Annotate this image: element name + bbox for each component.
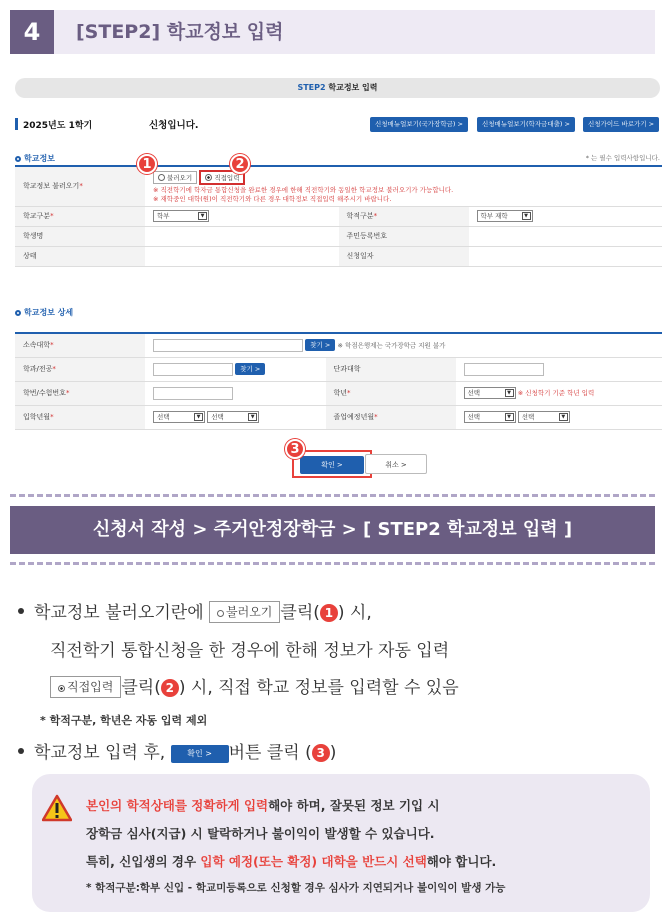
chevron-down-icon: ▼ [559,413,568,421]
apply-date-label: 신청일자 [339,246,469,266]
warning-line-2: 장학금 심사(지급) 시 탈락하거나 불이익이 발생할 수 있습니다. [86,826,435,841]
marker-1-inline: 1 [320,604,338,622]
load-cell [145,166,662,206]
bullet-icon [18,748,24,754]
resident-no-value [469,226,663,246]
bullet-icon [18,608,24,614]
warning-line-3: 특히, 신입생의 경우 입학 예정(또는 확정) 대학을 반드시 선택해야 합니다. [86,854,497,869]
radio-circle-icon [217,610,224,617]
section-title: [STEP2] 학교정보 입력 [76,21,284,43]
radio-direct[interactable]: 직접입력 [199,170,245,185]
radio-circle-icon [158,174,165,181]
enroll-type-select[interactable]: 학부 재학 ▼ [477,210,533,222]
school-type-select[interactable]: 학부 ▼ [153,210,209,222]
warning-line-4: * 학적구분:학부 신입 - 학교미등록으로 신청할 경우 심사가 지연되거나 불이익이 발생 가능 [86,882,506,894]
student-no-cell [145,381,326,405]
university-note: ※ 학점은행제는 국가장학금 지원 불가 [337,341,446,350]
school-type-cell [145,206,339,226]
step-prefix: STEP2 [297,83,326,92]
direct-button-sample: 직접입력 [50,676,121,698]
school-detail-table [15,332,662,430]
admit-year-select[interactable]: 선택 ▼ [153,411,205,423]
radio-load[interactable]: 불러오기 [153,171,197,184]
find-university-button[interactable]: 찾기 > [305,339,335,351]
warning-line-1: 본인의 학적상태를 정확하게 입력해야 하며, 잘못된 정보 기입 시 [86,798,440,813]
admit-month-select[interactable]: 선택 ▼ [207,411,259,423]
school-type-label: 학교구분* [15,206,145,226]
required-note: * 는 필수 입력사항입니다. [585,154,660,162]
university-label: 소속대학* [15,333,145,357]
apply-date-value [469,246,663,266]
admit-label: 입학년월* [15,405,145,429]
step-title: 학교정보 입력 [325,83,378,92]
warning-icon [42,794,72,822]
cancel-button[interactable]: 취소 > [365,454,427,474]
college-label: 단과대학 [326,357,456,381]
major-input[interactable] [153,363,233,376]
notice-2: ※ 재학중인 대학(원)이 직전학기와 다른 경우 대학정보 직접입력 해주시기 바랍니다. [153,194,392,203]
find-major-button[interactable]: 찾기 > [235,363,265,375]
ok-button[interactable]: 확인 > [300,456,364,474]
enroll-type-label: 학적구분* [339,206,469,226]
grad-year-select[interactable]: 선택 ▼ [464,411,516,423]
semester-label: 2025년도 1학기 [23,121,93,131]
college-input[interactable] [464,363,544,376]
circle-bullet-icon [15,156,21,162]
instruction-line-4: 학교정보 입력 후, 확인 > 버튼 클릭 ( 3 ) [18,738,336,763]
chevron-down-icon: ▼ [522,212,531,220]
divider-top [10,494,655,497]
school-detail-heading: 학교정보 상세 [15,307,73,318]
student-no-input[interactable] [153,387,233,400]
grad-label: 졸업예정년월* [326,405,456,429]
major-cell [145,357,326,381]
marker-3-inline: 3 [312,744,330,762]
state-value [145,246,339,266]
auto-input-note: * 학적구분, 학년은 자동 입력 제외 [40,714,208,727]
student-no-label: 학번/수험번호* [15,381,145,405]
warning-box [32,774,650,912]
load-label: 학교정보 불러오기* [15,166,145,206]
semester-marker [15,118,18,130]
chevron-down-icon: ▼ [505,413,514,421]
chevron-down-icon: ▼ [194,413,203,421]
grad-month-select[interactable]: 선택 ▼ [518,411,570,423]
admit-cell [145,405,326,429]
enroll-type-cell [469,206,663,226]
chevron-down-icon: ▼ [198,212,207,220]
load-button-sample: 불러오기 [209,601,280,623]
section-header [10,10,655,54]
breadcrumb: 신청서 작성 > 주거안정장학금 > [ STEP2 학교정보 입력 ] [10,506,655,554]
ok-button-sample: 확인 > [171,745,229,763]
grad-cell [456,405,662,429]
student-name-value [145,226,339,246]
university-input[interactable] [153,339,303,352]
status-text: 신청입니다. [149,120,199,131]
school-info-table [15,165,662,267]
grade-note: ※ 신청학기 기준 학년 입력 [517,389,595,397]
school-info-heading: 학교정보 [15,153,55,164]
state-label: 상태 [15,246,145,266]
instruction-line-1: 학교정보 불러오기란에 불러오기 클릭( 1 ) 시, [18,598,372,623]
manual-scholarship-button[interactable]: 신청매뉴얼보기(국가장학금) > [370,117,468,132]
chevron-down-icon: ▼ [248,413,257,421]
grade-label: 학년* [326,381,456,405]
divider-bottom [10,562,655,565]
resident-no-label: 주민등록번호 [339,226,469,246]
grade-cell [456,381,662,405]
marker-1: 1 [137,154,157,174]
notice-1: ※ 직전학기에 학자금 통합신청을 완료한 경우에 한해 직전학기와 동일한 학교정보 불러오기가 가능합니다. [153,185,454,194]
student-name-label: 학생명 [15,226,145,246]
circle-bullet-icon [15,310,21,316]
instruction-line-2: 직전학기 통합신청을 한 경우에 한해 정보가 자동 입력 [50,641,450,661]
manual-loan-button[interactable]: 신청매뉴얼보기(학자금대출) > [477,117,575,132]
radio-checked-icon [205,174,212,181]
chevron-down-icon: ▼ [505,389,514,397]
form-screenshot [15,78,662,483]
ok-highlight [292,450,372,478]
section-number: 4 [10,10,54,54]
instruction-line-3: 직접입력 클릭( 2 ) 시, 직접 학교 정보를 입력할 수 있음 [50,673,459,698]
semester-row [15,114,662,134]
university-cell [145,333,662,357]
guide-button[interactable]: 신청가이드 바로가기 > [583,117,659,132]
marker-2-inline: 2 [161,679,179,697]
radio-checked-icon [58,685,65,692]
marker-3: 3 [285,439,305,459]
step-bar [15,78,660,98]
marker-2: 2 [230,154,250,174]
grade-select[interactable]: 선택 ▼ [464,387,516,399]
major-label: 학과/전공* [15,357,145,381]
college-cell [456,357,662,381]
